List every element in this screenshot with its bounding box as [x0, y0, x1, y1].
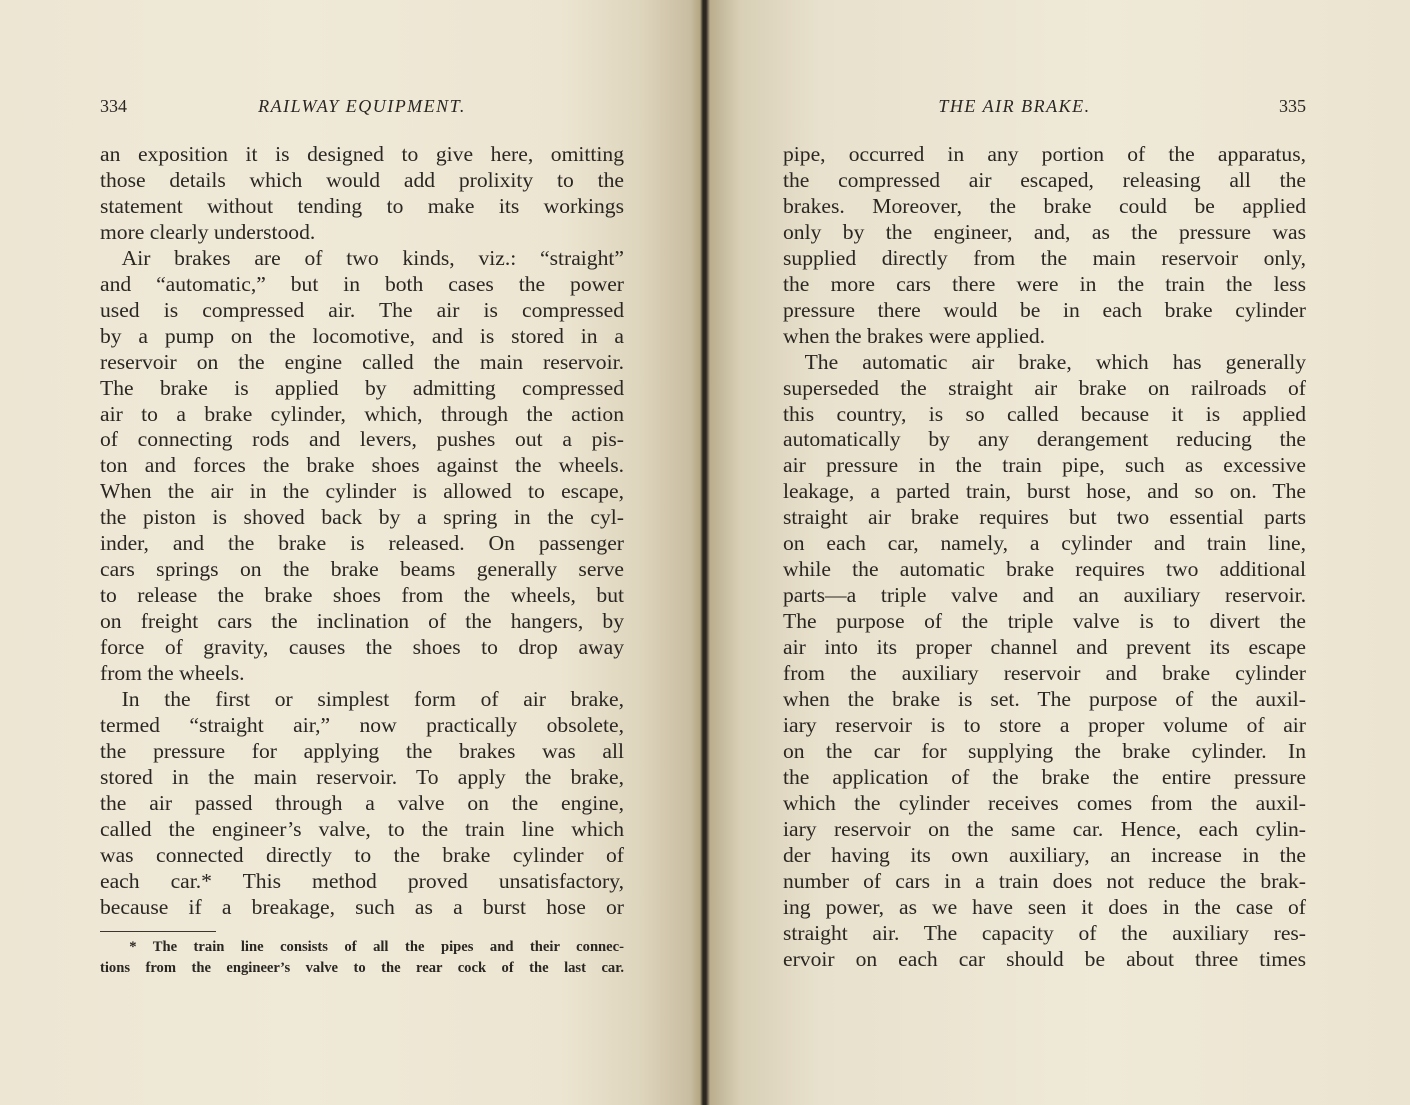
text-line: the application of the brake the entire pressure [783, 764, 1306, 789]
text-line: stored in the main reservoir. To apply the brake, [100, 764, 624, 789]
text-line: on each car, namely, a cylinder and train line, [783, 531, 1306, 556]
left-running-title: RAILWAY EQUIPMENT. [258, 96, 466, 116]
text-line: iary reservoir on the same car. Hence, each cylin- [783, 816, 1306, 841]
footnote [100, 937, 624, 979]
text-line: an exposition it is designed to give here, omitting [100, 142, 624, 166]
text-line: reservoir on the engine called the main reservoir. [100, 349, 624, 374]
text-line: air pressure in the train pipe, such as excessive [783, 453, 1306, 478]
text-line: to release the brake shoes from the wheels, but [100, 583, 624, 608]
text-line: of connecting rods and levers, pushes out a pis- [100, 427, 624, 452]
text-line: statement without tending to make its workings [100, 193, 624, 218]
text-line: while the automatic brake requires two additional [783, 557, 1306, 582]
text-line: ton and forces the brake shoes against the wheels. [100, 453, 624, 478]
right-page [783, 0, 1306, 1105]
text-line: on the car for supplying the brake cylinder. In [783, 738, 1306, 763]
right-body-text [783, 142, 1306, 973]
right-running-head [783, 96, 1306, 122]
text-line: air to a brake cylinder, which, through the action [100, 401, 624, 426]
text-line: ing power, as we have seen it does in the case of [783, 894, 1306, 919]
text-line: called the engineer’s valve, to the train line which [100, 816, 624, 841]
text-line: pressure there would be in each brake cylinder [783, 297, 1306, 322]
text-line: because if a breakage, such as a burst hose or [100, 894, 624, 919]
left-running-head [100, 96, 624, 122]
text-line: Air brakes are of two kinds, viz.: “straight” [100, 245, 624, 270]
text-line: The automatic air brake, which has generally [783, 349, 1306, 374]
text-line: number of cars in a train does not reduce the brak- [783, 868, 1306, 893]
text-line: the compressed air escaped, releasing all the [783, 167, 1306, 192]
text-line: The brake is applied by admitting compressed [100, 375, 624, 400]
footnote-rule [100, 931, 216, 932]
text-line: der having its own auxiliary, an increase in the [783, 842, 1306, 867]
text-line: termed “straight air,” now practically obsolete, [100, 712, 624, 737]
text-line: In the first or simplest form of air brake, [100, 687, 624, 712]
text-line: brakes. Moreover, the brake could be applied [783, 193, 1306, 218]
text-line: used is compressed air. The air is compressed [100, 297, 624, 322]
text-line: the air passed through a valve on the engine, [100, 790, 624, 815]
left-page-number: 334 [100, 96, 127, 116]
text-line: pipe, occurred in any portion of the apparatus, [783, 142, 1306, 166]
text-line: straight air brake requires but two essential parts [783, 505, 1306, 530]
text-line: force of gravity, causes the shoes to drop away [100, 635, 624, 660]
text-line: was connected directly to the brake cylinder of [100, 842, 624, 867]
text-line: iary reservoir is to store a proper volume of air [783, 712, 1306, 737]
text-line: only by the engineer, and, as the pressure was [783, 219, 1306, 244]
text-line: from the auxiliary reservoir and brake cylinder [783, 661, 1306, 686]
text-line: by a pump on the locomotive, and is stored in a [100, 323, 624, 348]
text-line: When the air in the cylinder is allowed to escape, [100, 479, 624, 504]
text-line: cars springs on the brake beams generally serve [100, 557, 624, 582]
text-line: on freight cars the inclination of the hangers, by [100, 609, 624, 634]
text-line: The purpose of the triple valve is to divert the [783, 609, 1306, 634]
right-running-title: THE AIR BRAKE. [938, 96, 1091, 116]
text-line: ervoir on each car should be about three times [783, 946, 1306, 971]
text-line: this country, is so called because it is applied [783, 401, 1306, 426]
text-line: from the wheels. [100, 661, 245, 686]
text-line: air into its proper channel and prevent its escape [783, 635, 1306, 660]
text-line: which the cylinder receives comes from the auxil- [783, 790, 1306, 815]
left-page [100, 0, 624, 1105]
text-line: more clearly understood. [100, 219, 316, 244]
text-line: the piston is shoved back by a spring in the cyl- [100, 505, 624, 530]
text-line: inder, and the brake is released. On passenger [100, 531, 624, 556]
text-line: when the brake is set. The purpose of the auxil- [783, 687, 1306, 712]
text-line: each car.* This method proved unsatisfactory, [100, 868, 624, 893]
text-line: and “automatic,” but in both cases the power [100, 271, 624, 296]
text-line: straight air. The capacity of the auxiliary res- [783, 920, 1306, 945]
text-line: supplied directly from the main reservoir only, [783, 245, 1306, 270]
text-line: parts—a triple valve and an auxiliary reservoir. [783, 583, 1306, 608]
footnote-line: * The train line consists of all the pipes and their connec- [100, 939, 624, 955]
left-body-text [100, 142, 624, 921]
text-line: superseded the straight air brake on railroads of [783, 375, 1306, 400]
text-line: automatically by any derangement reducing the [783, 427, 1306, 452]
text-line: the more cars there were in the train the less [783, 271, 1306, 296]
text-line: those details which would add prolixity to the [100, 167, 624, 192]
footnote-line: tions from the engineer’s valve to the rear cock of the last car. [100, 960, 624, 976]
text-line: when the brakes were applied. [783, 323, 1046, 348]
text-line: the pressure for applying the brakes was all [100, 738, 624, 763]
text-line: leakage, a parted train, burst hose, and so on. The [783, 479, 1306, 504]
right-page-number: 335 [1279, 96, 1306, 116]
